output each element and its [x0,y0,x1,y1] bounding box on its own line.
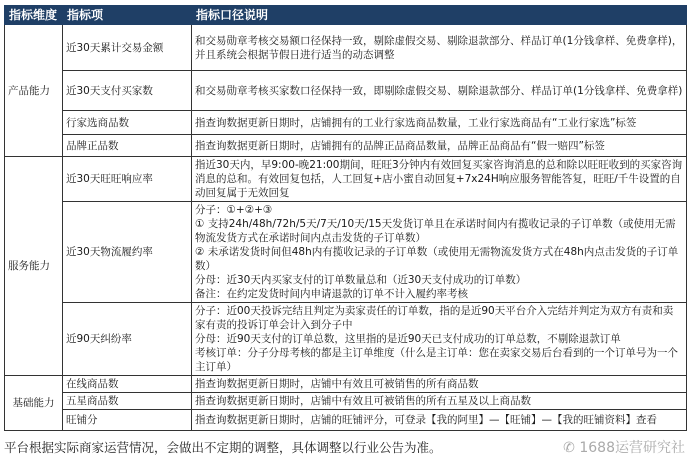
description-line: 备注：在约定发货时间内申请退款的订单不计入履约率考核 [195,288,468,300]
description-line: 指查询数据更新日期时，店铺拥有的品牌正品商品数量，品牌正品商品有“假一赔四”标签 [195,139,605,152]
item-cell: 在线商品数 [63,376,192,393]
description-line: 指查询数据更新日期时，店铺中有效且可被销售的所有五星及以上商品数 [195,395,531,407]
watermark [563,437,685,457]
description-line: ① 支持24h/48h/72h/5天/7天/10天/15天发货订单且在承诺时间内有揽收记录的子订单数（或使用无需物流发货方式在承诺时间内点击发货的子订单数） [195,218,676,244]
wechat-icon: ✆ [563,440,580,456]
description-cell [192,376,687,393]
description-line: ② 未承诺发货时间但48h内有揽收记录的子订单数（或使用无需物流发货方式在48h内点击发货的子订单数） [195,246,679,272]
description-cell [192,410,687,431]
description-line: 分子：①+②+③ [195,204,273,216]
item-cell: 近30天累计交易金额 [63,25,192,71]
item-cell: 近30天旺旺响应率 [63,157,192,202]
item-cell: 近30天物流履约率 [63,202,192,303]
item-cell: 五星商品数 [63,393,192,410]
table-row [5,202,687,303]
dimension-cell: 服务能力 [5,157,63,376]
description-line: 考核订单：分子分母考核的都是主订单维度（什么是主订单：您在卖家交易后台看到的一个订单号为一个主订单） [195,347,678,373]
description-cell [192,157,687,202]
item-cell: 行家选商品数 [63,111,192,135]
dimension-cell: 基础能力 [5,376,63,431]
dimension-cell: 产品能力 [5,25,63,157]
description-line: 指查询数据更新日期时，店铺的旺铺评分，可登录【我的阿里】—【旺铺】—【我的旺铺资料】查看 [195,414,657,426]
item-cell: 品牌正品数 [63,135,192,157]
description-cell [192,135,687,157]
item-cell: 旺铺分 [63,410,192,431]
footer-row [4,437,687,461]
table-row [5,393,687,410]
header-description: 指标口径说明 [192,6,687,25]
table-row [5,157,687,202]
table-row [5,303,687,376]
description-line: 指查询数据更新日期时，店铺中有效且可被销售的所有商品数 [195,378,479,390]
description-line: 分母：近30天内买家支付的订单数量总和（近30天支付成功的订单数） [195,274,527,286]
description-cell [192,111,687,135]
table-row [5,410,687,431]
description-cell [192,393,687,410]
item-cell: 近30天支付买家数 [63,71,192,111]
table-header [5,6,687,25]
table-row [5,111,687,135]
metrics-table [4,5,687,431]
description-line: 分子：近00天投诉完结且判定为卖家责任的订单数，指的是近90天平台介入完结并判定为双方有责和卖家有责的投诉订单会计入到分子中 [195,305,674,331]
description-line: 分母：近90天支付的订单总数，这里指的是近90天已支付成功的订单总数，不剔除退款订单 [195,333,621,345]
table-row [5,71,687,111]
description-line: 指近30天内，早9:00-晚21:00期间，旺旺3分钟内有效回复买家咨询消息的总和除以旺旺收到的买家咨询消息的总和。有效回复包括，人工回复+店小蜜自动回复+7x24H响应服务智能答复，旺旺/千牛设置的自动回复属于无效回复 [195,159,683,199]
description-line: 和交易勋章考核买家数口径保持一致，即剔除虚假交易、剔除退款部分、样品订单(1分钱拿样、免费拿样) [195,84,683,97]
table-row [5,25,687,71]
description-line: 指查询数据更新日期时，店铺拥有的工业行家选商品数量，工业行家选商品有“工业行家选”标签 [195,116,637,129]
header-dimension: 指标维度 [5,6,63,25]
footnote: 平台根据实际商家运营情况，会做出不定期的调整，具体调整以行业公告为准。 [4,440,442,455]
description-line: 和交易勋章考核交易额口径保持一致，剔除虚假交易、剔除退款部分、样品订单(1分钱拿样、免费拿样)，并且系统会根据节假日进行适当的动态调整 [195,34,683,61]
header-item: 指标项 [63,6,192,25]
description-cell [192,202,687,303]
description-cell [192,303,687,376]
description-cell [192,71,687,111]
table-row [5,135,687,157]
table-row [5,376,687,393]
watermark-text: 1688运营研究社 [579,440,685,456]
item-cell: 近90天纠纷率 [63,303,192,376]
description-cell [192,25,687,71]
